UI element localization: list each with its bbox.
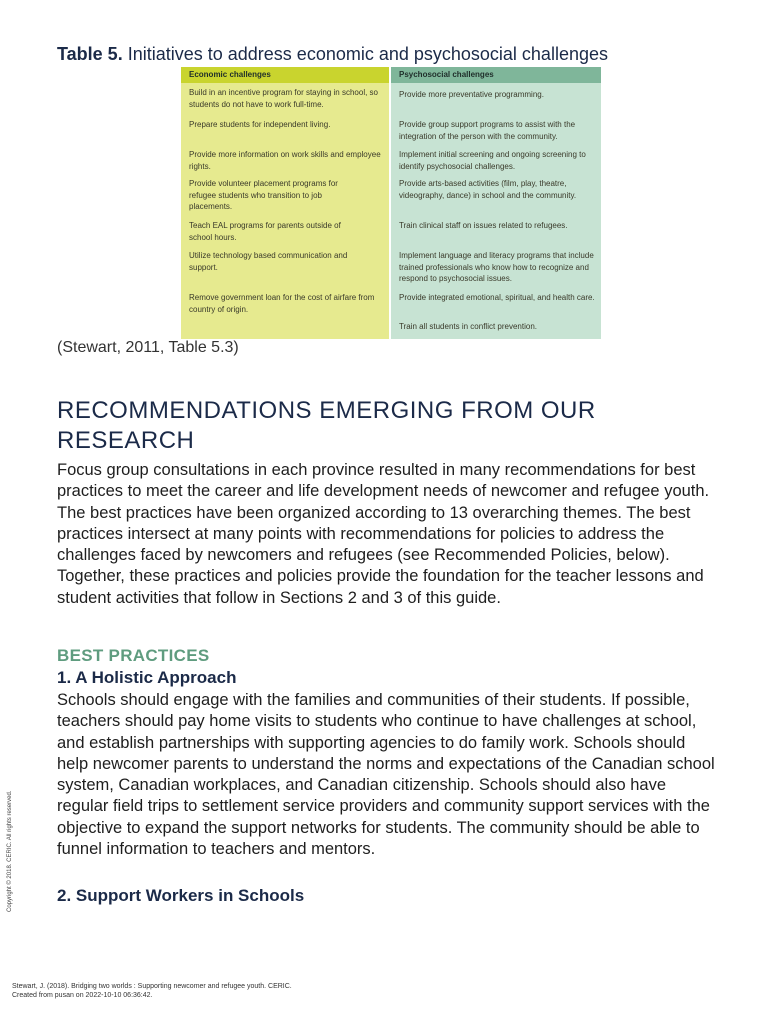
intro-paragraph: Focus group consultations in each province resulted in many recommendations for best practices to meet the career and life development needs of newcomer and refugee youth. The best practices have been organized according to 13 overarching themes. The best practices intersect at many points with recommendations for policies to address the challenges faced by newcomers and refugees (see Recommended Policies, below). Together, these practices and policies provide the foundation for the teacher lessons and student activities that follow in Sections 2 and 3 of this guide.: [57, 461, 710, 607]
section-heading: RECOMMENDATIONS EMERGING FROM OUR RESEARCH: [57, 397, 596, 454]
table-label: Table 5.: [57, 44, 123, 64]
psychosocial-cell: Train all students in conflict prevention.: [399, 322, 537, 331]
practice-1-paragraph: Schools should engage with the families and communities of their students. If possible, teachers should pay home visits to students who continue to have challenges at school, and establish partnerships with supporting agencies to do family work. Schools should help newcomer parents to understand the norms and expectations of the Canadian school system, Canadian workplaces, and Canadian citizenship. Schools should also have regular field trips to settlement service providers and community support services with the objective to expand the support networks for students. The community should be able to funnel information to teachers and mentors.: [57, 691, 715, 859]
psychosocial-cell: Provide integrated emotional, spiritual, and health care.: [399, 293, 595, 302]
psychosocial-cell: Provide arts-based activities (film, play, theatre, videography, dance) in school and the community.: [399, 179, 577, 200]
psychosocial-cell: Implement initial screening and ongoing screening to identify psychosocial challenges.: [399, 150, 586, 171]
practice-1-heading: 1. A Holistic Approach: [57, 668, 237, 687]
economic-cell: Build in an incentive program for staying in school, so students do not have to work full-time.: [189, 88, 378, 109]
initiatives-table: [181, 67, 601, 339]
table-title-text: Initiatives to address economic and psychosocial challenges: [127, 44, 608, 64]
economic-header: Economic challenges: [181, 67, 389, 83]
economic-cell: Utilize technology based communication and support.: [189, 251, 348, 272]
footer-created: Created from pusan on 2022-10-10 06:36:42.: [12, 992, 153, 999]
psychosocial-cell: Provide group support programs to assist with the integration of the person with the community.: [399, 120, 576, 141]
economic-cell: Provide volunteer placement programs for refugee students who transition to job placements.: [189, 179, 338, 211]
psychosocial-cell: Train clinical staff on issues related to refugees.: [399, 221, 568, 230]
copyright-notice: Copyright © 2018. CERIC. All rights reserved.: [7, 790, 13, 912]
table-citation: (Stewart, 2011, Table 5.3): [57, 339, 239, 356]
economic-cell: Provide more information on work skills and employee rights.: [189, 150, 381, 171]
psychosocial-header: Psychosocial challenges: [391, 67, 601, 83]
economic-cell: Teach EAL programs for parents outside of school hours.: [189, 221, 341, 242]
economic-column: [181, 67, 389, 339]
footer-citation: Stewart, J. (2018). Bridging two worlds : Supporting newcomer and refugee youth. CERIC.: [12, 983, 292, 990]
table-title: [57, 44, 608, 65]
best-practices-heading: BEST PRACTICES: [57, 646, 210, 665]
economic-cell: Prepare students for independent living.: [189, 120, 331, 129]
psychosocial-cell: Provide more preventative programming.: [399, 90, 544, 99]
psychosocial-column: [391, 67, 601, 339]
footer: [12, 982, 292, 1000]
practice-2-heading: 2. Support Workers in Schools: [57, 886, 305, 905]
economic-cell: Remove government loan for the cost of airfare from country of origin.: [189, 293, 375, 314]
psychosocial-cell: Implement language and literacy programs that include trained professionals who know how to recognize and respond to psychosocial issues.: [399, 251, 594, 283]
